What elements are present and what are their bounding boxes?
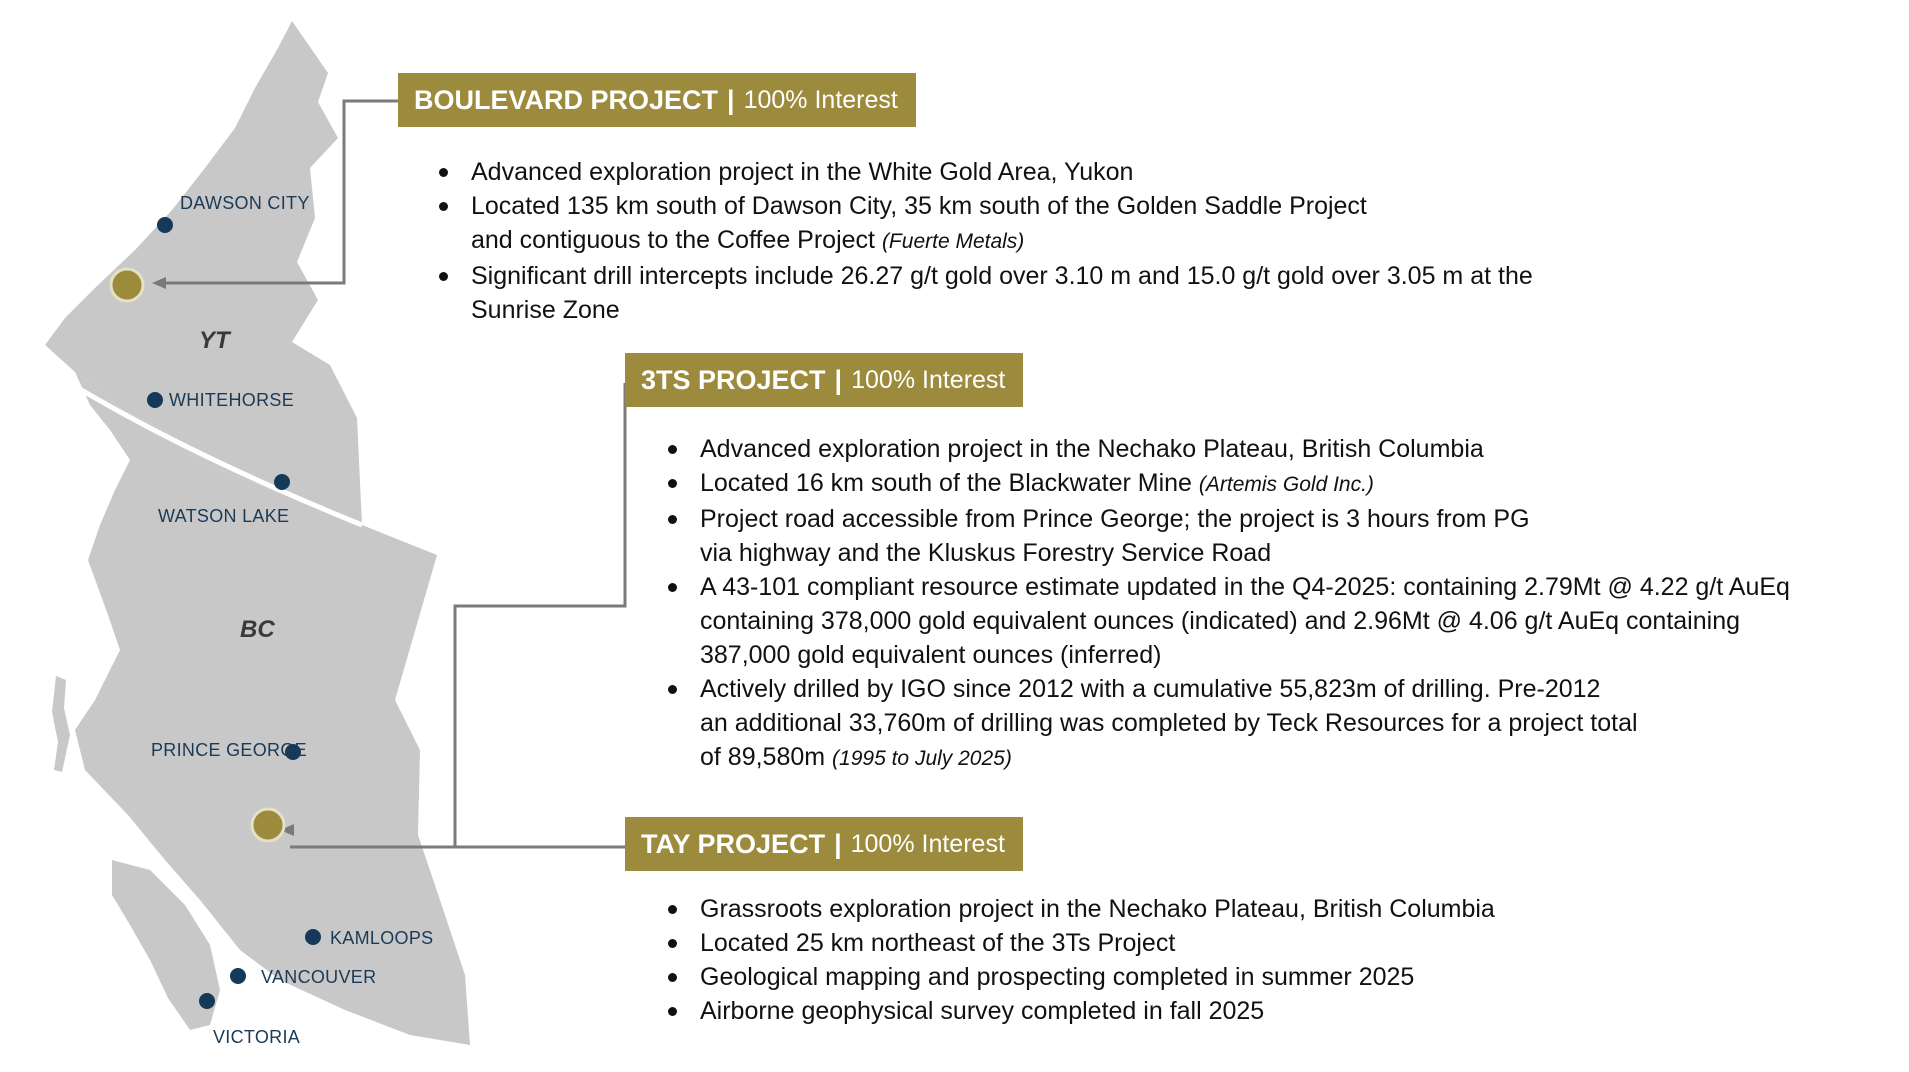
- header-separator: |: [727, 84, 735, 115]
- city-label-vancouver: VANCOUVER: [261, 967, 377, 987]
- list-item: Located 16 km south of the Blackwater Mine (Artemis Gold Inc.): [666, 466, 1790, 502]
- list-item: A 43-101 compliant resource estimate updated in the Q4-2025: containing 2.79Mt @ 4.22 g/t AuEq containing 378,000 gold equivalent ounces (indicated) and 2.96Mt @ 4.06 g/t AuEq containing 387,000 gold equivalent ounces (inferred): [666, 570, 1790, 672]
- city-dot-kamloops: [305, 929, 321, 945]
- three-ts-project-header: [625, 353, 1023, 407]
- project-name: 3TS PROJECT: [641, 364, 826, 395]
- list-item: Significant drill intercepts include 26.27 g/t gold over 3.10 m and 15.0 g/t gold over 3.05 m at the Sunrise Zone: [437, 259, 1533, 327]
- list-item: Located 135 km south of Dawson City, 35 km south of the Golden Saddle Project and contiguous to the Coffee Project (Fuerte Metals): [437, 189, 1533, 259]
- city-label-prince-george: PRINCE GEORGE: [151, 740, 307, 760]
- project-name: BOULEVARD PROJECT: [414, 84, 719, 115]
- city-dot-whitehorse: [147, 392, 163, 408]
- project-marker-boulevard[interactable]: [111, 269, 143, 301]
- city-dot-watson-lake: [274, 474, 290, 490]
- city-dot-victoria: [199, 993, 215, 1009]
- list-item: Airborne geophysical survey completed in fall 2025: [666, 994, 1495, 1028]
- list-item: Actively drilled by IGO since 2012 with a cumulative 55,823m of drilling. Pre-2012 an additional 33,760m of drilling was completed by Teck Resources for a project total of 89,580m (1995 to July 2025): [666, 672, 1790, 776]
- list-item: Project road accessible from Prince George; the project is 3 hours from PG via highway and the Kluskus Forestry Service Road: [666, 502, 1790, 570]
- project-name: TAY PROJECT: [641, 828, 826, 859]
- city-dot-dawson-city: [157, 217, 173, 233]
- three-ts-connector: [455, 383, 625, 847]
- tay-project-header: [625, 817, 1023, 871]
- city-label-dawson-city: DAWSON CITY: [180, 193, 310, 213]
- yukon-territory-shape: [45, 21, 362, 525]
- project-marker-3ts-tay[interactable]: [252, 809, 284, 841]
- city-label-kamloops: KAMLOOPS: [330, 928, 434, 948]
- project-interest: 100% Interest: [851, 365, 1006, 394]
- boulevard-bullet-list: [437, 155, 1533, 327]
- city-label-whitehorse: WHITEHORSE: [169, 390, 295, 410]
- list-item: Grassroots exploration project in the Nechako Plateau, British Columbia: [666, 892, 1495, 926]
- city-dot-vancouver: [230, 968, 246, 984]
- region-label-bc: BC: [240, 616, 275, 643]
- list-item: Advanced exploration project in the Nechako Plateau, British Columbia: [666, 432, 1790, 466]
- list-item: Located 25 km northeast of the 3Ts Project: [666, 926, 1495, 960]
- boulevard-project-header: [398, 73, 916, 127]
- region-label-yt: YT: [199, 327, 230, 354]
- three-ts-bullet-list: [666, 432, 1790, 776]
- haida-gwaii-shape: [52, 676, 70, 772]
- city-label-watson-lake: WATSON LAKE: [158, 506, 290, 526]
- header-separator: |: [834, 828, 842, 859]
- project-interest: 100% Interest: [743, 85, 898, 114]
- list-item: Geological mapping and prospecting completed in summer 2025: [666, 960, 1495, 994]
- city-label-victoria: VICTORIA: [213, 1027, 301, 1047]
- tay-bullet-list: [666, 892, 1495, 1028]
- project-interest: 100% Interest: [850, 829, 1005, 858]
- header-separator: |: [834, 364, 843, 395]
- list-item: Advanced exploration project in the White Gold Area, Yukon: [437, 155, 1533, 189]
